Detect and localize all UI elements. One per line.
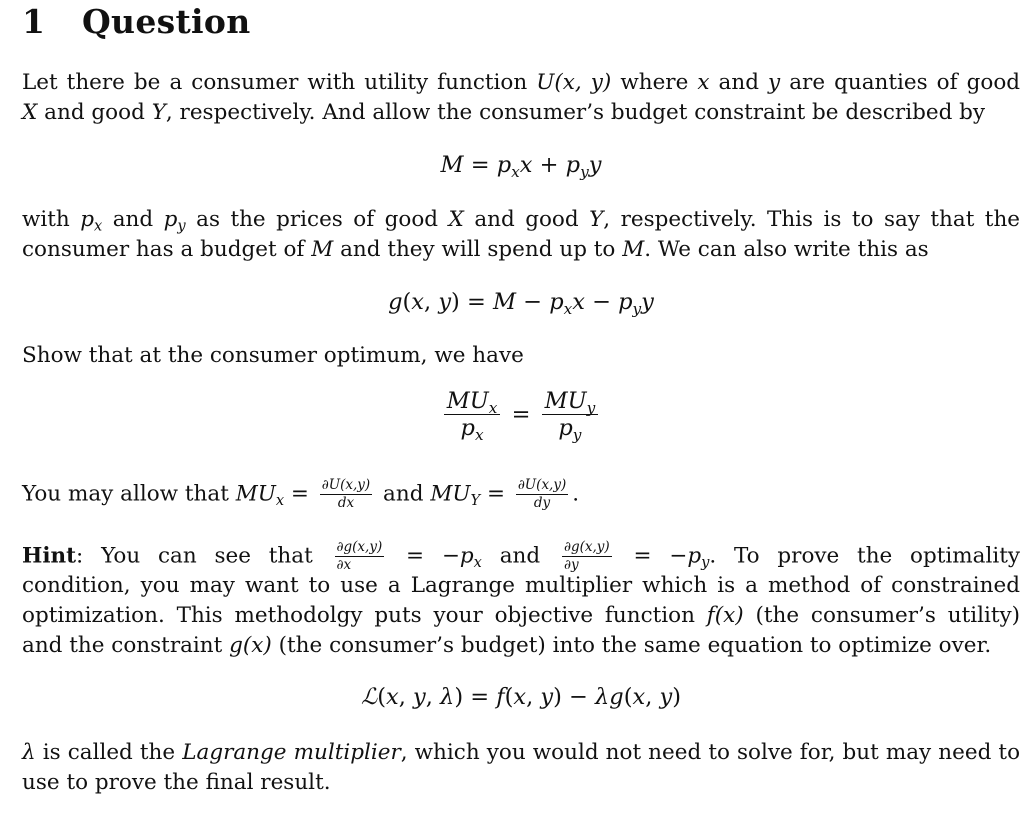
paragraph-2-line-1: with $p_x$ and $p_y$ as the prices of good X and good Y, respectively. This is to say that the xyxy=(22,207,1021,235)
hint-line-4: and the constraint g(x) (the consumer’s budget) into the same equation to optimize over. xyxy=(22,633,992,658)
paragraph-3: Show that at the consumer optimum, we have xyxy=(22,343,524,368)
section-number: 1 xyxy=(22,2,46,41)
equation-optimality: $\frac{MU_x}{p_x}$ = $\frac{MU_y}{p_y}$ xyxy=(22,388,1020,441)
fraction-dg-dy: $\frac{\partial g(x,y)}{\partial y}$ xyxy=(563,539,610,573)
paragraph-4: You may allow that $MU_x$ = $\frac{\partial U(x,y)}{dx}$ and $MU_Y$ = $\frac{\partial U(x,y)}{dy}$ . xyxy=(22,477,580,511)
fraction-du-dx: $\frac{\partial U(x,y)}{dx}$ xyxy=(321,477,371,511)
fraction-du-dy: $\frac{\partial U(x,y)}{dy}$ xyxy=(517,477,567,511)
hint-line-3: optimization. This methodolgy puts your objective function f(x) (the consumer’s utility) xyxy=(22,603,1021,628)
equation-lagrangian: ℒ(x, y, λ) = f(x, y) − λg(x, y) xyxy=(361,684,681,710)
paragraph-2-line-2: consumer has a budget of M and they will spend up to M. We can also write this as xyxy=(22,237,929,262)
hint-label: Hint xyxy=(22,543,77,569)
fraction-dg-dx: $\frac{\partial g(x,y)}{\partial x}$ xyxy=(336,539,383,573)
fraction-mux-over-px: $\frac{MU_x}{p_x}$ xyxy=(444,388,501,441)
section-heading xyxy=(22,2,251,41)
term-lagrange-multiplier: Lagrange multiplier xyxy=(182,740,401,765)
final-line-2: use to prove the final result. xyxy=(22,770,331,795)
equation-budget: $M = p_xx + p_yy$ xyxy=(440,152,602,181)
equation-constraint-g: g(x, $y) = M - p_xx - p_yy$ xyxy=(388,289,654,318)
hint-line-2: condition, you may want to use a Lagrange multiplier which is a method of constrained xyxy=(22,573,1020,598)
section-title: Question xyxy=(82,2,251,41)
math-utility-function: U(x, y) xyxy=(536,70,612,95)
fraction-muy-over-py: $\frac{MU_y}{p_y}$ xyxy=(542,388,599,441)
paragraph-1-line-1: Let there be a consumer with utility function U(x, y) where x and y are quanties of good xyxy=(22,70,1021,95)
final-line-1: λ is called the Lagrange multiplier, which you would not need to solve for, but may need to xyxy=(22,740,1021,765)
paragraph-1-line-2: X and good Y, respectively. And allow the consumer’s budget constraint be described by xyxy=(22,100,986,125)
hint-line-1: Hint: You can see that $\frac{\partial g(x,y)}{\partial x}$ = $-p_x$ and $\frac{\partial g(x,y)}{\partial y}$ = $-p_y$. To prove the optimality xyxy=(22,539,1021,573)
